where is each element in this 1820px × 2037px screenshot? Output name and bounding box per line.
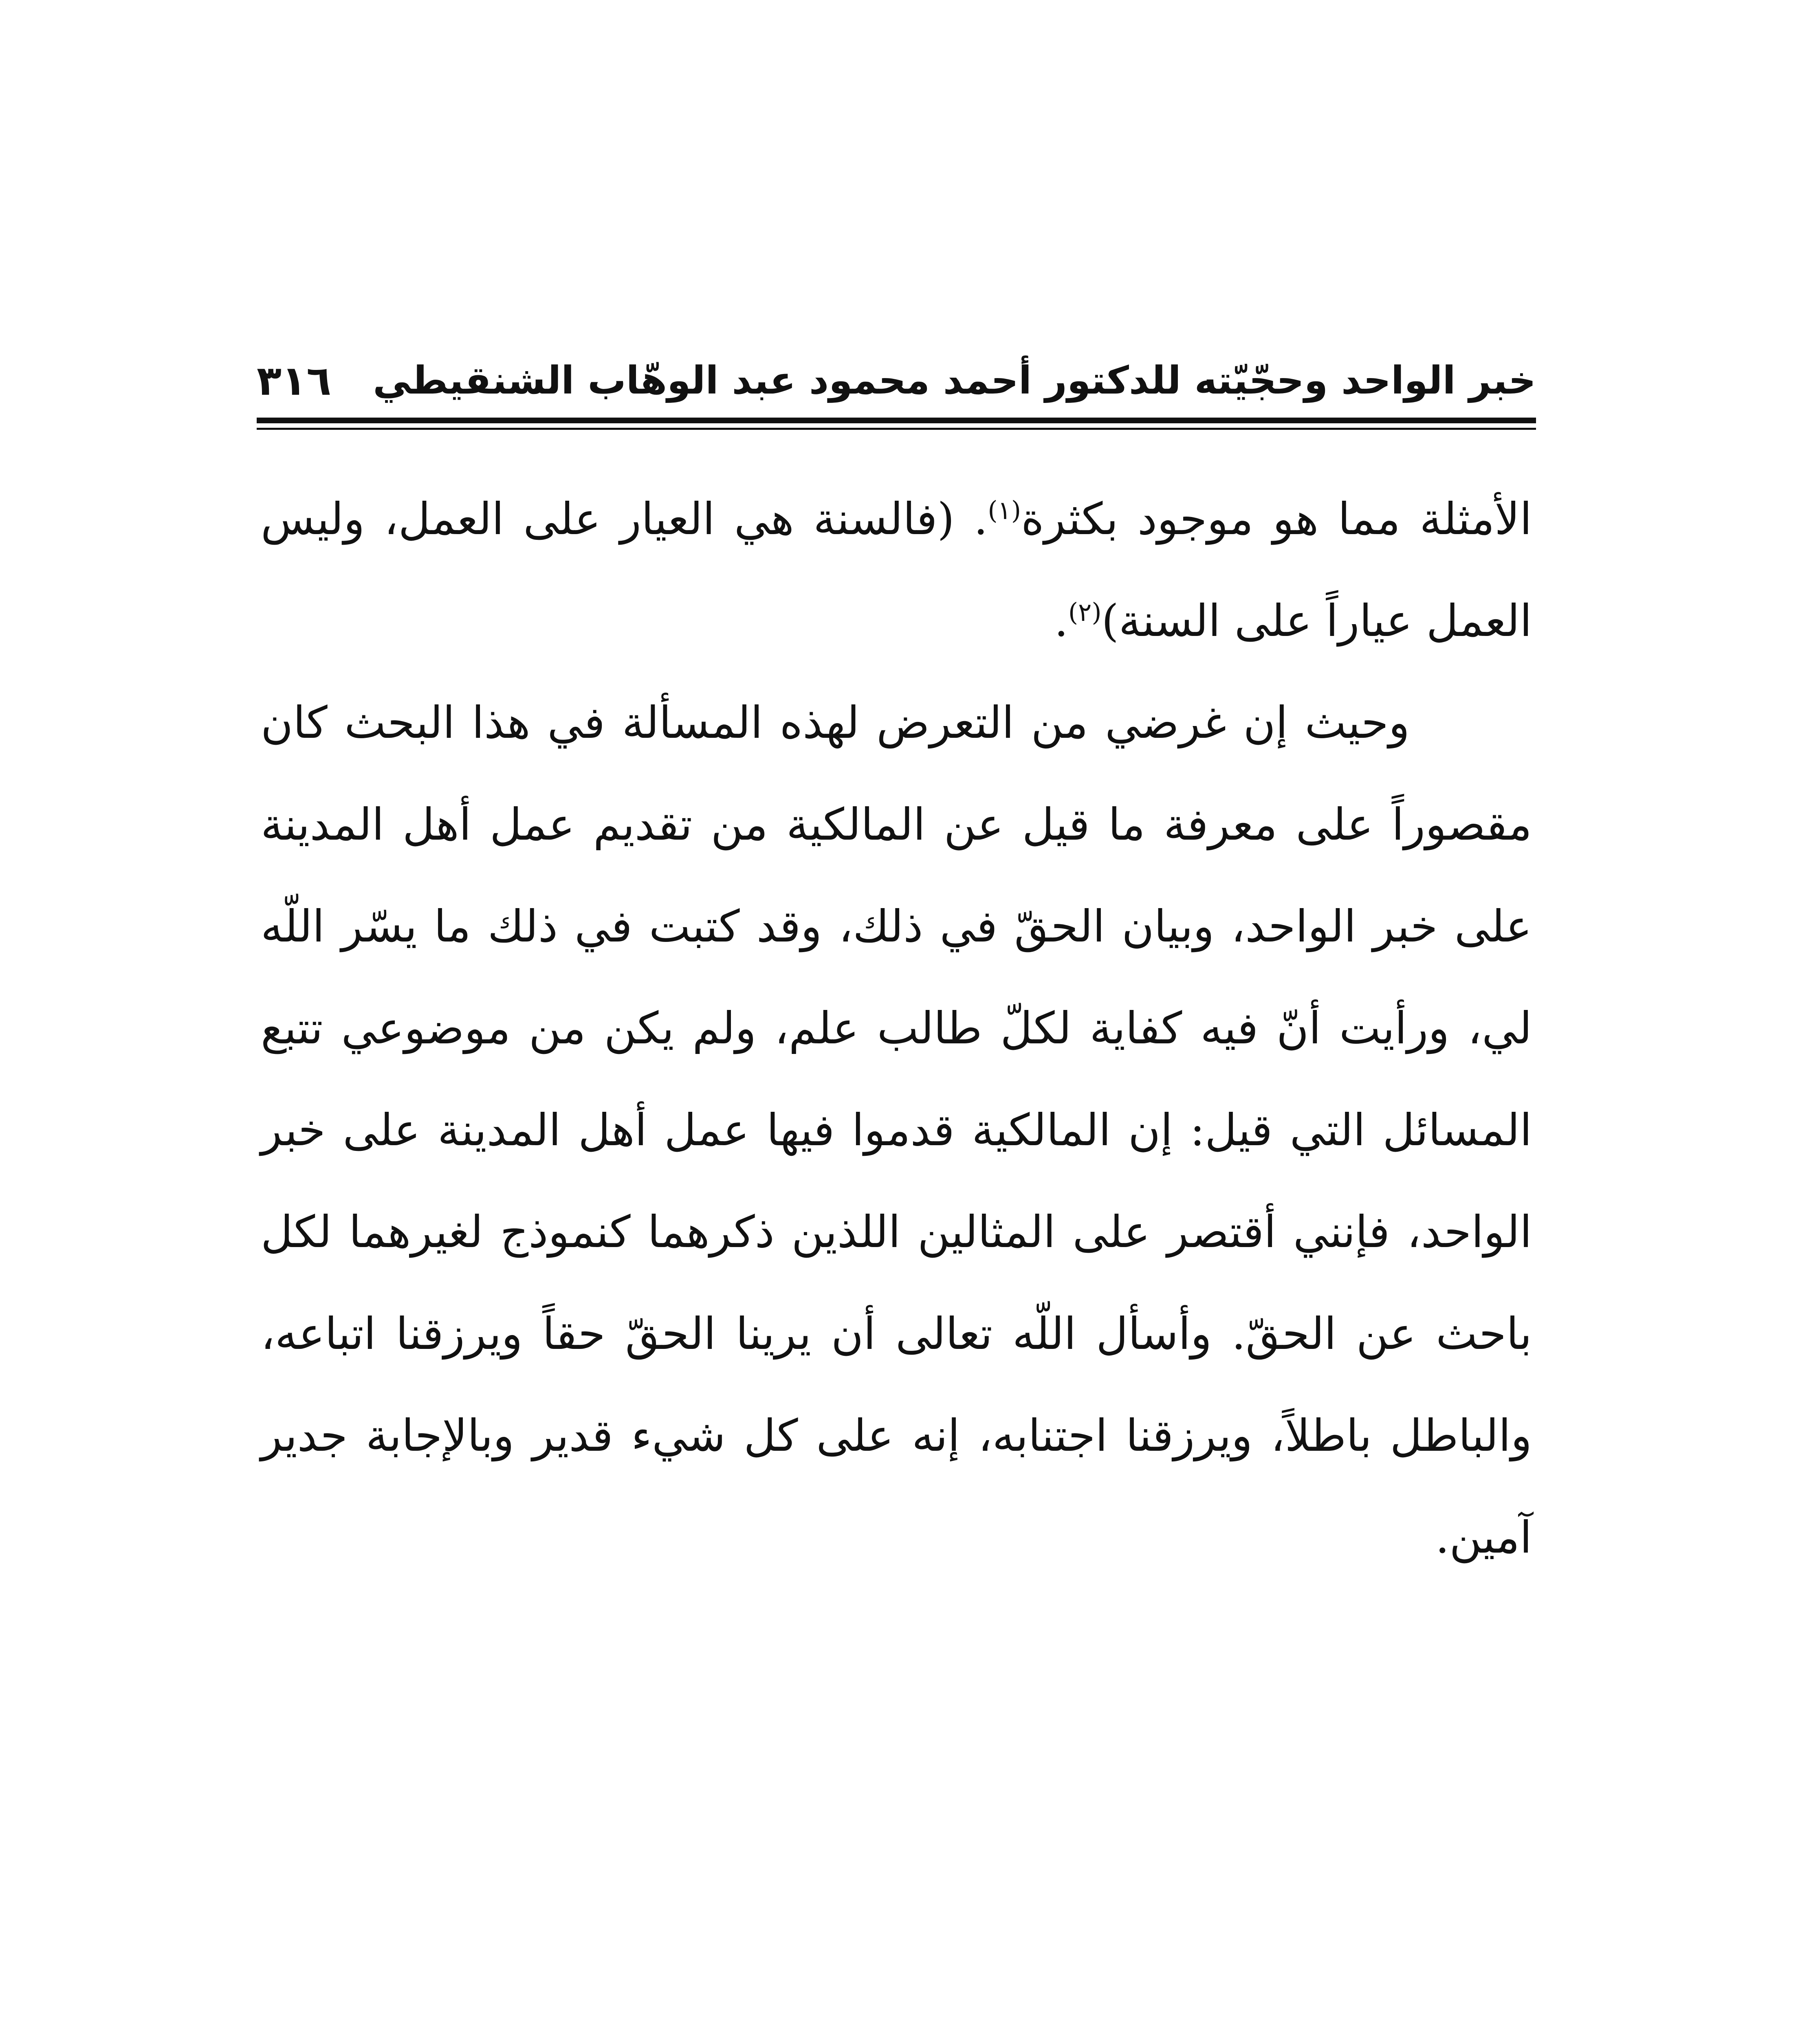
paragraph-2: وحيث إن غرضي من التعرض لهذه المسألة في هذا البحث كان مقصوراً على معرفة ما قيل عن المالكية من تقديم عمل أهل المدينة على خبر الواحد، وبيان الحقّ في ذلك، وقد كتبت في ذلك ما يسّر اللّه لي، ورأيت أنّ فيه كفاية لكلّ طالب علم، ولم يكن من موضوعي تتبع المسائل التي قيل: إن المالكية قدموا فيها عمل أهل المدينة على خبر الواحد، فإنني أقتصر على المثالين اللذين ذكرهما كنموذج لغيرهما لكل باحث عن الحقّ. وأسأل اللّه تعالى أن يرينا الحقّ حقاً ويرزقنا اتباعه، والباطل باطلاً، ويرزقنا اجتنابه، إنه على كل شيء قدير وبالإجابة جدير آمين. bbox=[261, 697, 1532, 1563]
page-number: ٣١٦ bbox=[257, 357, 332, 405]
paragraph-1-part-3: . bbox=[1054, 596, 1068, 647]
running-title: خبر الواحد وحجّيّته للدكتور أحمد محمود عبد الوهّاب الشنقيطي bbox=[373, 359, 1536, 403]
footnote-ref-1: (١) bbox=[988, 495, 1021, 525]
paragraph-1-part-1: الأمثلة مما هو موجود بكثرة bbox=[1021, 494, 1532, 545]
paragraph-1-part-2: . (فالسنة هي العيار على العمل، وليس العمل عياراً على السنة) bbox=[261, 494, 1532, 647]
body-text bbox=[261, 469, 1532, 1589]
paragraph-1 bbox=[261, 469, 1532, 672]
footnote-ref-2: (٢) bbox=[1068, 597, 1102, 627]
header-rule-thin bbox=[257, 428, 1536, 430]
header-rule-thick bbox=[257, 418, 1536, 423]
page-header bbox=[257, 354, 1536, 420]
